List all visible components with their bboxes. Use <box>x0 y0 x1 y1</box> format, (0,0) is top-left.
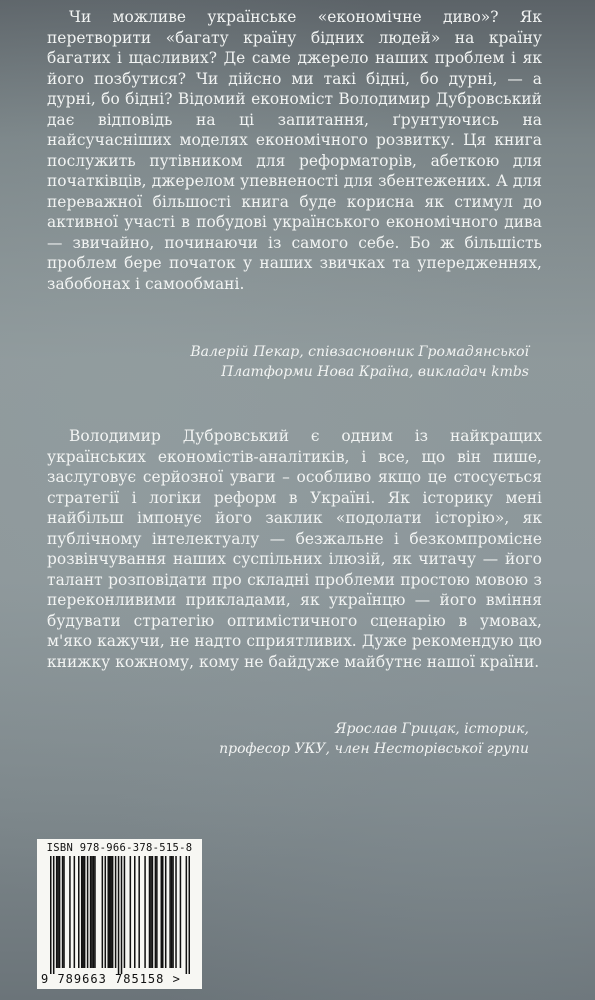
barcode-icon <box>50 856 190 974</box>
barcode-bar <box>82 856 84 968</box>
barcode-bar <box>134 856 136 968</box>
barcode-bar <box>107 856 109 968</box>
attribution-2-line-2: професор УКУ, член Несторівської групи <box>219 741 529 757</box>
attribution-2-line-1: Ярослав Грицак, історик, <box>335 721 529 737</box>
barcode-bar <box>162 856 164 968</box>
barcode-bar <box>81 856 83 968</box>
barcode-bar <box>155 856 157 968</box>
attribution-2 <box>219 719 529 759</box>
barcode-bar <box>110 856 112 968</box>
barcode-bar <box>156 856 158 968</box>
barcode-bar <box>172 856 174 968</box>
barcode-bar <box>144 856 146 968</box>
attribution-1 <box>190 342 529 382</box>
isbn-barcode <box>37 839 202 989</box>
barcode-bar <box>102 856 104 968</box>
barcode-bar <box>84 856 86 968</box>
barcode-bar <box>118 856 120 974</box>
barcode-bar <box>93 856 95 968</box>
attribution-1-line-1: Валерій Пекар, співзасновник Громадянської <box>190 344 529 360</box>
barcode-bar <box>149 856 151 968</box>
attribution-1-line-2: Платформи Нова Країна, викладач kmbs <box>221 364 529 380</box>
barcode-bar <box>56 856 58 968</box>
barcode-bar <box>87 856 89 968</box>
barcode-bar <box>175 856 177 968</box>
blurb-paragraph-1: Чи можливе українське «економічне диво»? Як перетворити «багату країну бідних людей» на країну багатих і щасливих? Де саме джерело наших проблем і як його позбутися? Чи дійсно ми такі бідні, бо дурні, — а дурні, бо бідні? Відомий економіст Володимир Дубровський дає відповідь на ці запитання, ґрунтуючись на найсучасніших моделях економічного розвитку. Ця книга послужить путівником для реформаторів, абеткою для початківців, джерелом упевненості для збентежених. А для переважної більшості книга буде корисна як стимул до активної участі в побудові українського економічного дива — звичайно, починаючи із самого себе. Бо ж більшість проблем бере початок у наших звичках та упередженнях, забобонах і самообмані. <box>47 8 542 293</box>
ean-digits: 9 789663 785158 > <box>41 972 181 986</box>
barcode-bar <box>105 856 107 968</box>
barcode-bar <box>169 856 171 968</box>
barcode-bar <box>161 856 163 968</box>
isbn-label: ISBN 978-966-378-515-8 <box>46 842 193 854</box>
barcode-bar <box>189 856 190 974</box>
barcode-bar <box>165 856 167 968</box>
barcode-bar <box>109 856 111 968</box>
barcode-bar <box>69 856 71 968</box>
barcode-bar <box>115 856 117 968</box>
barcode-bar <box>94 856 96 968</box>
barcode-bar <box>57 856 59 968</box>
barcode-bar <box>63 856 65 968</box>
barcode-bar <box>124 856 126 968</box>
barcode-bar <box>78 856 80 968</box>
barcode-bar <box>171 856 173 968</box>
barcode-bar <box>53 856 55 974</box>
barcode-bar <box>50 856 52 974</box>
barcode-bar <box>150 856 152 968</box>
barcode-bar <box>130 856 132 968</box>
barcode-bar <box>180 856 182 968</box>
barcode-bar <box>91 856 93 968</box>
barcode-bar <box>186 856 188 974</box>
barcode-bar <box>138 856 140 968</box>
barcode-bar <box>74 856 76 968</box>
barcode-bar <box>112 856 114 968</box>
barcode-bar <box>62 856 64 968</box>
barcode-bar <box>59 856 61 968</box>
barcode-bar <box>90 856 92 968</box>
barcode-bar <box>152 856 154 968</box>
blurb-paragraph-2: Володимир Дубровський є одним із найкращих українських економістів-аналітиків, і все, що він пише, заслуговує серйозної уваги – особливо якщо це стосується стратегії і логіки реформ в Україні. Як історику мені найбільш імпонує його заклик «подолати історію», як публічному інтелектуалу — безжальне і безкомпромісне розвінчування наших суспільних ілюзій, як читачу — його талант розповідати про складні проблеми простою мовою з переконливими прикладами, як українцю — його вміння будувати стратегію оптимістичного сценарію в умовах, м'яко кажучи, не надто сприятливих. Дуже рекомендую цю книжку кожному, кому не байдуже майбутнє нашої країни. <box>47 427 542 671</box>
barcode-bar <box>121 856 123 974</box>
